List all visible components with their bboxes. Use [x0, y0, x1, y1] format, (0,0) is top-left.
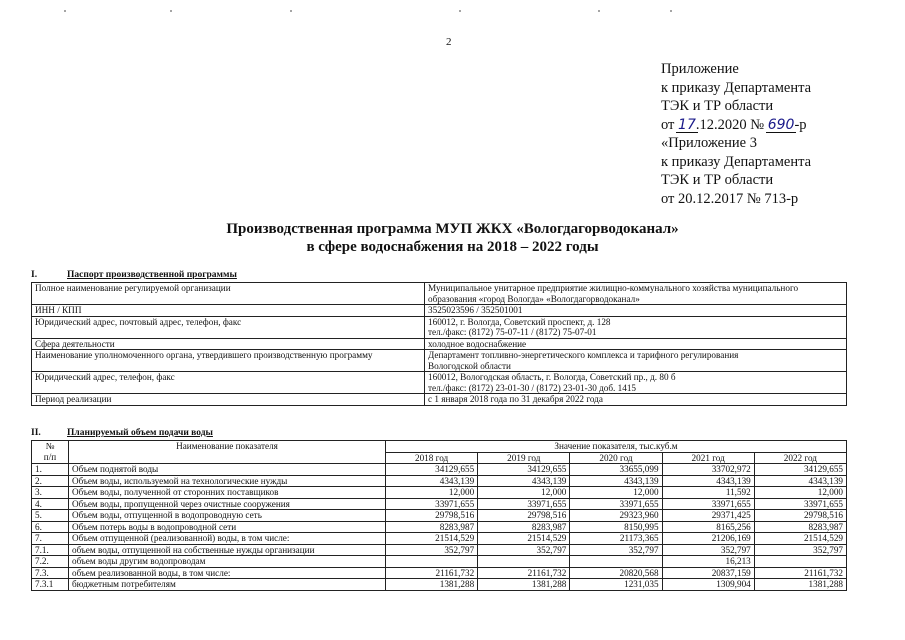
appendix-date-line	[661, 116, 811, 135]
passport-label: ИНН / КПП	[32, 305, 425, 317]
row-value: 33655,099	[570, 464, 662, 476]
passport-value-line: Муниципальное унитарное предприятие жилищно-коммунального хозяйства муниципального	[428, 283, 799, 293]
table-row	[32, 521, 847, 533]
row-value: 4343,139	[570, 475, 662, 487]
section-1-heading	[31, 270, 237, 280]
appendix-line: Приложение	[661, 61, 739, 77]
row-value: 352,797	[386, 544, 478, 556]
table-row	[32, 305, 847, 317]
appendix-date-suffix: -р	[794, 116, 807, 133]
row-value: 1381,288	[754, 579, 846, 591]
row-number: 7.3.1	[32, 579, 69, 591]
row-indicator-name: Объем воды, пропущенной через очистные сооружения	[69, 498, 386, 510]
row-value: 29323,960	[570, 510, 662, 522]
row-value: 8283,987	[754, 521, 846, 533]
row-number: 7.2.	[32, 556, 69, 568]
row-value: 1309,904	[662, 579, 754, 591]
row-indicator-name: Объем потерь воды в водопроводной сети	[69, 521, 386, 533]
table-row	[32, 567, 847, 579]
passport-value-line: тел./факс: (8172) 23-01-30 / (8172) 23-01-30 доб. 1415	[428, 382, 637, 393]
table-row	[32, 283, 847, 305]
handwritten-day: 17	[678, 116, 696, 133]
section-2-number: II.	[31, 428, 41, 438]
row-value: 33971,655	[662, 498, 754, 510]
passport-label: Юридический адрес, почтовый адрес, телефон, факс	[32, 316, 425, 338]
passport-label: Полное наименование регулируемой организации	[32, 283, 425, 305]
row-indicator-name: Объем отпущенной (реализованной) воды, в том числе:	[69, 533, 386, 545]
row-value: 21206,169	[662, 533, 754, 545]
header-indicator-name: Наименование показателя	[69, 441, 386, 464]
passport-value	[425, 316, 847, 338]
row-value: 33971,655	[570, 498, 662, 510]
section-1-title: Паспорт производственной программы	[67, 270, 237, 280]
row-value: 16,213	[662, 556, 754, 568]
page-number: 2	[446, 36, 452, 48]
table-row	[32, 464, 847, 476]
appendix-date-mid: .12.2020 №	[695, 116, 765, 133]
row-value: 34129,655	[478, 464, 570, 476]
passport-label: Сфера деятельности	[32, 338, 425, 350]
table-row	[32, 372, 847, 394]
row-indicator-name: Объем поднятой воды	[69, 464, 386, 476]
appendix-line: ТЭК и ТР области	[661, 98, 774, 114]
row-value	[386, 556, 478, 568]
section-1-number: I.	[31, 270, 38, 280]
header-year: 2018 год	[386, 452, 478, 464]
title-line-2: в сфере водоснабжения на 2018 – 2022 годы	[306, 239, 599, 255]
header-value-group: Значение показателя, тыс.куб.м	[386, 441, 847, 453]
row-value: 34129,655	[386, 464, 478, 476]
water-volume-body	[32, 464, 847, 591]
row-value: 352,797	[662, 544, 754, 556]
passport-value-line: Вологодской области	[428, 360, 511, 371]
passport-label: Юридический адрес, телефон, факс	[32, 372, 425, 394]
row-value: 12,000	[478, 487, 570, 499]
appendix-date-prefix: от	[661, 116, 675, 133]
row-value	[754, 556, 846, 568]
row-indicator-name: бюджетным потребителям	[69, 579, 386, 591]
passport-value: холодное водоснабжение	[425, 338, 847, 350]
row-value: 352,797	[570, 544, 662, 556]
table-row	[32, 316, 847, 338]
row-value: 20837,159	[662, 567, 754, 579]
row-value: 352,797	[478, 544, 570, 556]
row-value: 29798,516	[386, 510, 478, 522]
appendix-block	[661, 60, 811, 208]
header-number-line: №	[45, 441, 55, 451]
passport-label: Период реализации	[32, 394, 425, 406]
row-value: 21161,732	[478, 567, 570, 579]
row-value: 8165,256	[662, 521, 754, 533]
row-value: 1231,035	[570, 579, 662, 591]
row-number: 7.3.	[32, 567, 69, 579]
handwritten-order-number: 690	[767, 116, 795, 133]
row-value: 21173,365	[570, 533, 662, 545]
row-value: 21514,529	[478, 533, 570, 545]
row-value	[570, 556, 662, 568]
row-value: 21161,732	[754, 567, 846, 579]
passport-value	[425, 283, 847, 305]
table-row	[32, 510, 847, 522]
row-value: 21514,529	[754, 533, 846, 545]
row-number: 2.	[32, 475, 69, 487]
header-number-line: п/п	[43, 451, 57, 462]
table-row	[32, 533, 847, 545]
header-number	[32, 441, 69, 464]
row-value: 8150,995	[570, 521, 662, 533]
passport-value	[425, 350, 847, 372]
passport-value-line: 160012, г. Вологда, Советский проспект, д. 128	[428, 316, 611, 327]
row-value: 29798,516	[478, 510, 570, 522]
row-value: 12,000	[754, 487, 846, 499]
row-number: 7.1.	[32, 544, 69, 556]
row-value: 33971,655	[386, 498, 478, 510]
row-value: 29798,516	[754, 510, 846, 522]
section-2-heading	[31, 428, 213, 438]
passport-value: 3525023596 / 352501001	[425, 305, 847, 317]
table-row	[32, 579, 847, 591]
header-year: 2020 год	[570, 452, 662, 464]
row-number: 7.	[32, 533, 69, 545]
appendix-line: «Приложение 3	[661, 135, 757, 151]
water-volume-table	[31, 440, 847, 591]
passport-label: Наименование уполномоченного органа, утвердившего производственную программу	[32, 350, 425, 372]
row-value: 4343,139	[662, 475, 754, 487]
appendix-line: ТЭК и ТР области	[661, 172, 774, 188]
row-value: 11,592	[662, 487, 754, 499]
row-value: 20820,568	[570, 567, 662, 579]
row-indicator-name: объем воды, отпущенной на собственные нужды организации	[69, 544, 386, 556]
table-row	[32, 475, 847, 487]
row-indicator-name: Объем воды, используемой на технологические нужды	[69, 475, 386, 487]
row-value: 4343,139	[754, 475, 846, 487]
passport-value	[425, 372, 847, 394]
row-value	[478, 556, 570, 568]
table-row	[32, 394, 847, 406]
table-row	[32, 350, 847, 372]
passport-value-line: Департамент топливно-энергетического комплекса и тарифного регулирования	[428, 350, 739, 360]
table-row	[32, 498, 847, 510]
row-value: 4343,139	[386, 475, 478, 487]
row-indicator-name: объем воды другим водопроводам	[69, 556, 386, 568]
header-year: 2021 год	[662, 452, 754, 464]
row-indicator-name: Объем воды, отпущенной в водопроводную сеть	[69, 510, 386, 522]
row-value: 21161,732	[386, 567, 478, 579]
row-value: 12,000	[570, 487, 662, 499]
row-number: 3.	[32, 487, 69, 499]
table-row	[32, 544, 847, 556]
row-value: 33971,655	[754, 498, 846, 510]
row-value: 12,000	[386, 487, 478, 499]
table-row	[32, 487, 847, 499]
table-header-row	[32, 441, 847, 453]
passport-value: с 1 января 2018 года по 31 декабря 2022 года	[425, 394, 847, 406]
header-year: 2019 год	[478, 452, 570, 464]
title-line-1: Производственная программа МУП ЖКХ «Вологдагорводоканал»	[226, 221, 679, 237]
table-row	[32, 556, 847, 568]
section-2-title: Планируемый объем подачи воды	[67, 428, 213, 438]
header-year: 2022 год	[754, 452, 846, 464]
row-value: 29371,425	[662, 510, 754, 522]
row-number: 5.	[32, 510, 69, 522]
passport-value-line: тел./факс: (8172) 75-07-11 / (8172) 75-07-01	[428, 327, 597, 337]
row-number: 6.	[32, 521, 69, 533]
row-value: 21514,529	[386, 533, 478, 545]
passport-value-line: 160012, Вологодская область, г. Вологда, Советский пр., д. 80 б	[428, 372, 676, 382]
row-value: 8283,987	[478, 521, 570, 533]
row-value: 34129,655	[754, 464, 846, 476]
passport-value-line: образования «город Вологда» «Вологдагорводоканал»	[428, 293, 640, 304]
appendix-line: к приказу Департамента	[661, 153, 812, 170]
document-title	[0, 220, 905, 256]
row-indicator-name: объем реализованной воды, в том числе:	[69, 567, 386, 579]
row-number: 1.	[32, 464, 69, 476]
appendix-line: от 20.12.2017 № 713-р	[661, 190, 799, 207]
row-value: 1381,288	[386, 579, 478, 591]
row-value: 33702,972	[662, 464, 754, 476]
row-value: 352,797	[754, 544, 846, 556]
row-indicator-name: Объем воды, полученной от сторонних поставщиков	[69, 487, 386, 499]
table-row	[32, 338, 847, 350]
row-value: 33971,655	[478, 498, 570, 510]
row-number: 4.	[32, 498, 69, 510]
passport-table	[31, 282, 847, 406]
row-value: 8283,987	[386, 521, 478, 533]
row-value: 4343,139	[478, 475, 570, 487]
appendix-line: к приказу Департамента	[661, 79, 812, 96]
row-value: 1381,288	[478, 579, 570, 591]
